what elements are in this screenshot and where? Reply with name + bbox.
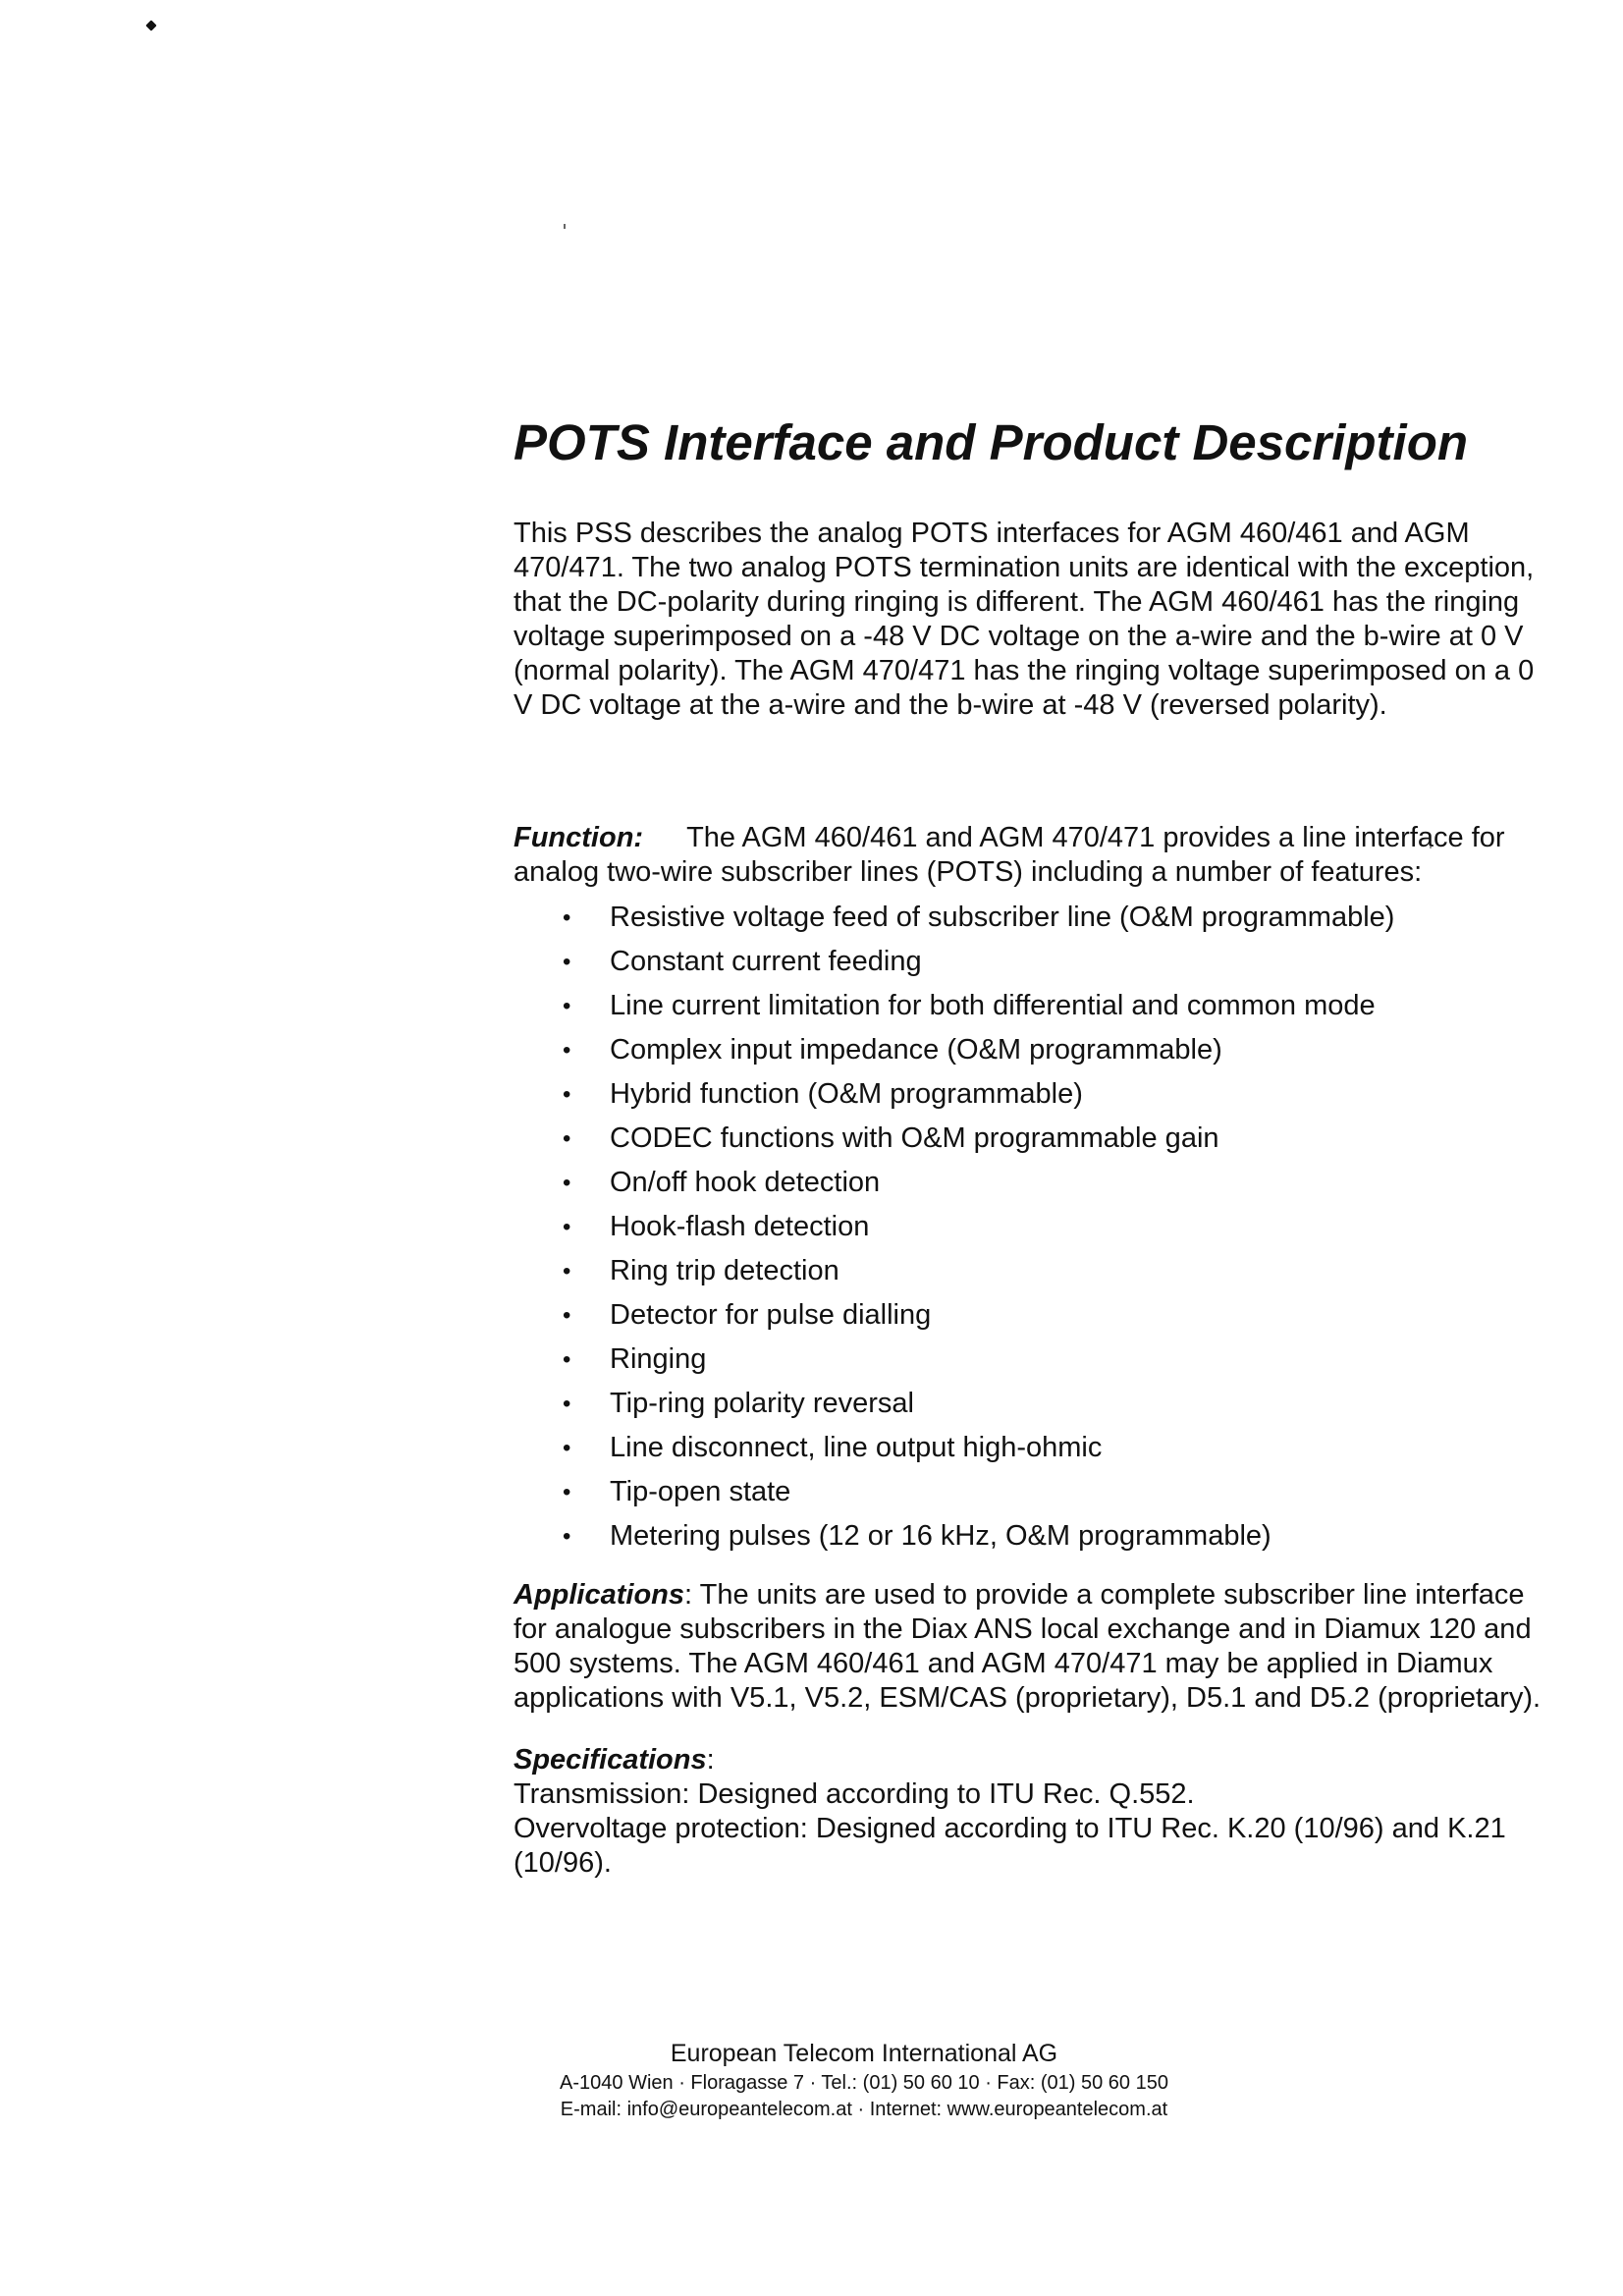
feature-text: Ring trip detection xyxy=(610,1255,839,1286)
page-footer xyxy=(373,2037,1355,2123)
feature-list xyxy=(514,896,1549,1558)
bullet-icon: • xyxy=(563,1214,571,1240)
applications-section xyxy=(514,1578,1549,1716)
applications-text: : The units are used to provide a complete subscriber line interface for analogue subscribers in the Diax ANS local exchange and in Diamux 120 and 500 systems. The AGM 460/461 and AGM 470/471 may be applied in Diamux applications with V5.1, V5.2, ESM/CAS (proprietary), D5.1 and D5.2 (proprietary). xyxy=(514,1579,1542,1714)
feature-item xyxy=(514,1338,1549,1382)
feature-text: Tip-open state xyxy=(610,1476,791,1507)
feature-item xyxy=(514,1072,1549,1117)
bullet-icon: • xyxy=(563,1125,571,1152)
feature-item xyxy=(514,1514,1549,1558)
feature-text: Complex input impedance (O&M programmable) xyxy=(610,1034,1222,1066)
bullet-icon: • xyxy=(563,1170,571,1196)
feature-item xyxy=(514,1293,1549,1338)
feature-text: Tip-ring polarity reversal xyxy=(610,1388,914,1419)
transmission-spec: Transmission: Designed according to ITU Rec. Q.552. xyxy=(514,1778,1195,1810)
feature-item xyxy=(514,940,1549,984)
applications-label: Applications xyxy=(514,1579,685,1611)
bullet-icon: • xyxy=(563,993,571,1019)
feature-text: CODEC functions with O&M programmable gain xyxy=(610,1122,1219,1154)
overvoltage-spec: Overvoltage protection: Designed according to ITU Rec. K.20 (10/96) and K.21 (10/96). xyxy=(514,1813,1506,1879)
bullet-icon: • xyxy=(563,1523,571,1550)
scan-artifact-dot xyxy=(564,224,566,229)
feature-text: Metering pulses (12 or 16 kHz, O&M programmable) xyxy=(610,1520,1271,1552)
feature-text: Resistive voltage feed of subscriber line (O&M programmable) xyxy=(610,902,1395,933)
feature-item xyxy=(514,1382,1549,1426)
bullet-icon: • xyxy=(563,904,571,931)
function-label: Function: xyxy=(514,822,644,853)
footer-address: A-1040 Wien · Floragasse 7 · Tel.: (01) 50 60 10 · Fax: (01) 50 60 150 xyxy=(560,2072,1168,2094)
feature-item xyxy=(514,1249,1549,1293)
bullet-icon: • xyxy=(563,1037,571,1064)
scan-artifact-mark xyxy=(145,20,156,30)
bullet-icon: • xyxy=(563,1081,571,1108)
feature-item xyxy=(514,1161,1549,1205)
feature-item xyxy=(514,984,1549,1028)
bullet-icon: • xyxy=(563,1479,571,1505)
feature-item xyxy=(514,1117,1549,1161)
specifications-colon: : xyxy=(706,1744,715,1776)
intro-paragraph: This PSS describes the analog POTS interfaces for AGM 460/461 and AGM 470/471. The two analog POTS termination units are identical with the exception, that the DC-polarity during ringing is different. The AGM 460/461 has the ringing voltage superimposed on a -48 V DC voltage on the a-wire and the b-wire at 0 V (normal polarity). The AGM 470/471 has the ringing voltage superimposed on a 0 V DC voltage at the a-wire and the b-wire at -48 V (reversed polarity). xyxy=(514,518,1535,721)
bullet-icon: • xyxy=(563,1391,571,1417)
function-text: The AGM 460/461 and AGM 470/471 provides a line interface for analog two-wire subscriber lines (POTS) including a number of features: xyxy=(514,822,1505,888)
specifications-section xyxy=(514,1743,1549,1881)
feature-text: Detector for pulse dialling xyxy=(610,1299,932,1331)
feature-text: Constant current feeding xyxy=(610,946,922,977)
bullet-icon: • xyxy=(563,1435,571,1461)
bullet-icon: • xyxy=(563,1258,571,1285)
feature-item xyxy=(514,1426,1549,1470)
function-section xyxy=(514,821,1549,1558)
specifications-heading xyxy=(514,1743,1549,1777)
feature-text: Line disconnect, line output high-ohmic xyxy=(610,1432,1103,1463)
bullet-icon: • xyxy=(563,1302,571,1329)
feature-item xyxy=(514,1205,1549,1249)
footer-contact: E-mail: info@europeantelecom.at · Internet: www.europeantelecom.at xyxy=(560,2099,1168,2120)
feature-text: Hook-flash detection xyxy=(610,1211,870,1242)
feature-text: Ringing xyxy=(610,1343,707,1375)
footer-company: European Telecom International AG xyxy=(670,2040,1058,2067)
bullet-icon: • xyxy=(563,1346,571,1373)
feature-text: Hybrid function (O&M programmable) xyxy=(610,1078,1083,1110)
feature-item xyxy=(514,896,1549,940)
main-content xyxy=(514,410,1549,1881)
specifications-label: Specifications xyxy=(514,1744,707,1776)
feature-text: Line current limitation for both differential and common mode xyxy=(610,990,1376,1021)
feature-text: On/off hook detection xyxy=(610,1167,881,1198)
feature-item xyxy=(514,1470,1549,1514)
page-title: POTS Interface and Product Description xyxy=(514,414,1469,470)
feature-item xyxy=(514,1028,1549,1072)
bullet-icon: • xyxy=(563,949,571,975)
